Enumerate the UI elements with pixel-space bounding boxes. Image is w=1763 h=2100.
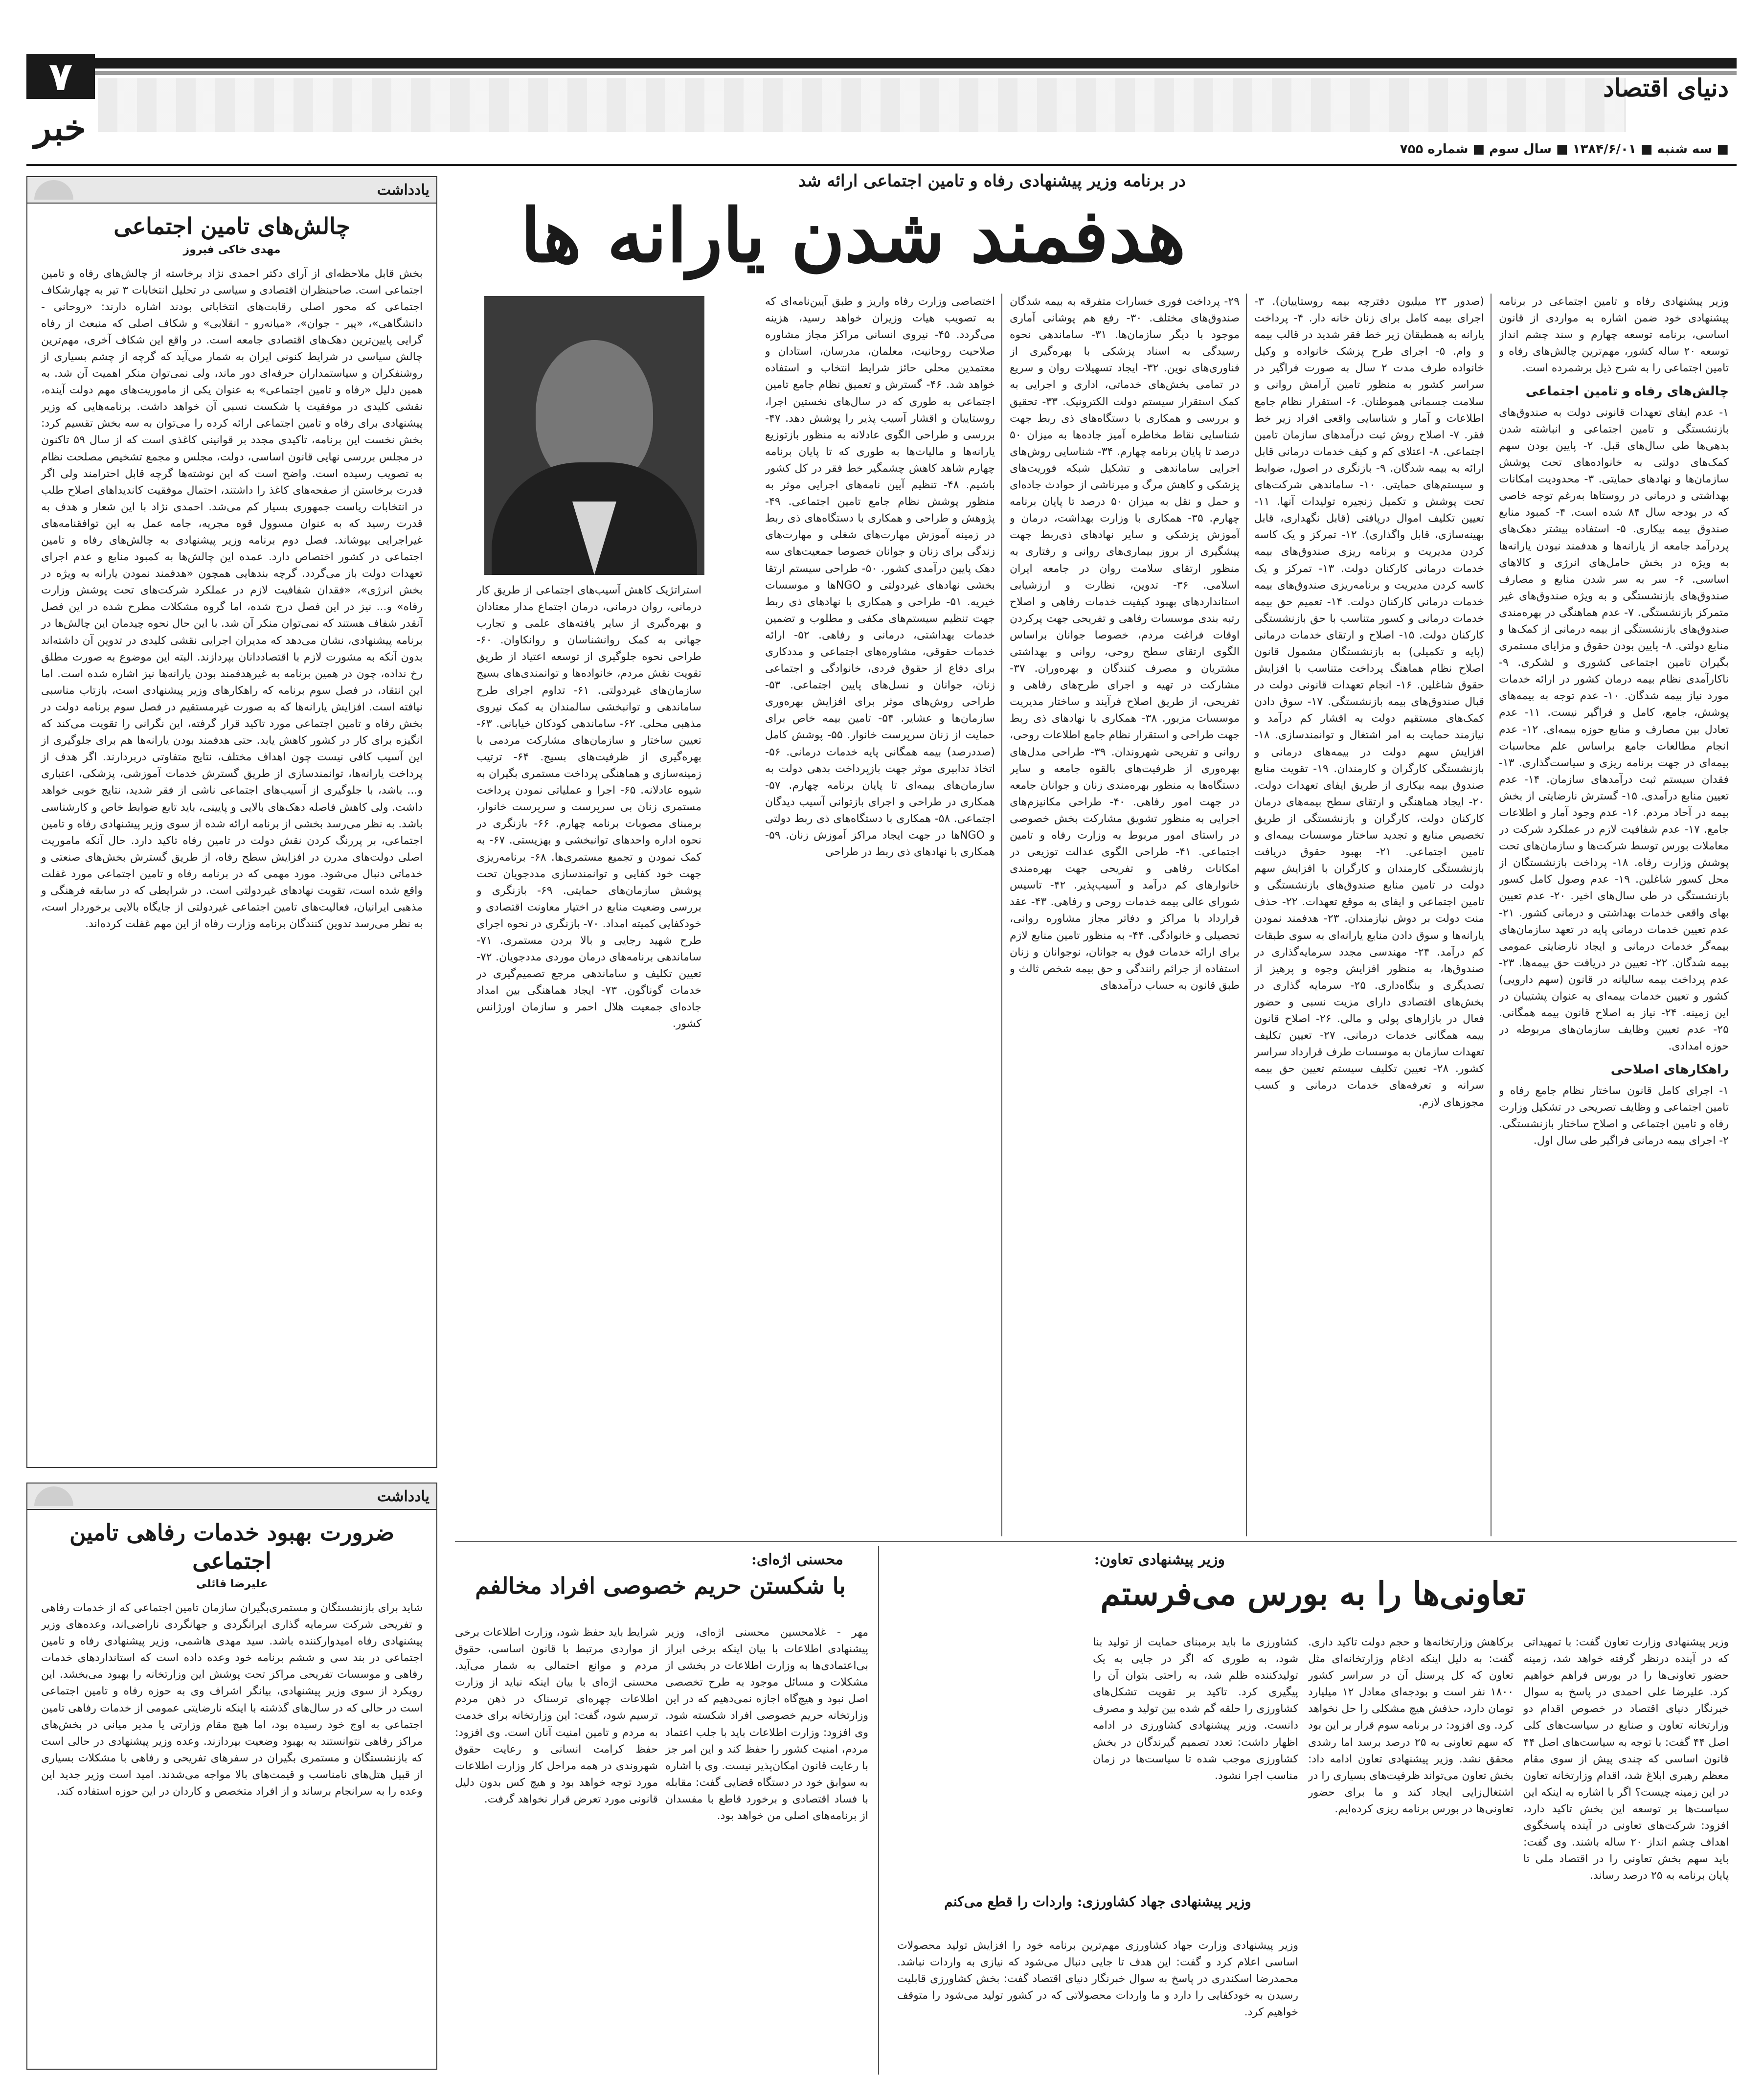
coop-headline: تعاونی‌ها را به بورس می‌فرستم — [1100, 1575, 1526, 1613]
page-number: ۷ — [26, 54, 95, 99]
note-author: مهدی خاکی فیروز — [183, 243, 281, 256]
main-column-2 — [1254, 294, 1484, 1536]
reforms-list: ۱- اجرای کامل قانون ساختار نظام جامع رفاه و تامین اجتماعی و وظایف تصریحی در تشکیل وزارت رفاه و تامین اجتماعی و اصلاح ساختار بازنشستگی. ۲- اجرای بیمه درمانی فراگیر طی سال اول. — [1499, 1084, 1729, 1147]
note-title: ضرورت بهبود خدمات رفاهی تامین اجتماعی — [69, 1519, 395, 1574]
challenges-list: ۱- عدم ایفای تعهدات قانونی دولت به صندوق‌های بازنشستگی و تامین اجتماعی و انباشته شدن بدهی‌ها طی سال‌های قبل. ۲- پایین بودن سهم کمک‌های دولتی به خانواده‌های تحت پوشش سازمان‌ها و نهادهای حمایتی. ۳- محدودیت امکانات بهداشتی و درمانی در روستاها به‌رغم توجه خاصی که در بودجه سال ۸۴ شده است. ۴- کمبود منابع صندوق بیمه بیکاری. ۵- استفاده بیشتر دهک‌های پردرآمد جامعه از یارانه‌ها و هدفمند نبودن یارانه‌ها به ویژه در بخش حامل‌های انرژی و کالاهای اساسی. ۶- سر به سر شدن منابع و مصارف صندوق‌های بازنشستگی و به ویژه صندوق‌های غیر متمرکز بازنشستگی. ۷- عدم هماهنگی در بهره‌مندی صندوق‌های بازنشستگی از بیمه درمانی از کمک‌ها و منابع دولتی. ۸- پایین بودن حقوق و مزایای مستمری بگیران تامین اجتماعی کشوری و لشکری. ۹- ناکارآمدی نظام بیمه درمان کشور در ارائه خدمات مورد نیاز بیمه شدگان. ۱۰- عدم توجه به بیمه‌های پوشش، جامع، کامل و فراگیر نیست. ۱۱- عدم تعادل بین مصارف و منابع حوزه بیمه‌ای. ۱۲- عدم انجام مطالعات جامع براساس علم محاسبات بیمه‌ای در جهت برنامه ریزی و سیاست‌گذاری. ۱۳- فقدان سیستم ثبت درآمدهای سازمان. ۱۴- عدم تعیین منابع درآمدی. ۱۵- گسترش نارضایتی از بخش بیمه در آحاد مردم. ۱۶- عدم وجود آمار و اطلاعات جامع. ۱۷- عدم شفافیت لازم در عملکرد شرکت در معاملات بورس توسط شرکت‌ها و سازمان‌های تحت پوشش وزارت رفاه. ۱۸- پرداخت بازنشستگان از محل کسور شاغلین. ۱۹- عدم وصول کامل کسور بازنشستگی در طی سال‌های اخیر. ۲۰- عدم تعیین بهای واقعی خدمات بهداشتی و درمانی کشور. ۲۱- عدم تعیین خدمات درمانی پایه در تعهد سازمان‌های بیمه‌گر خدمات درمانی و ایجاد نارضایتی عمومی بیمه شدگان. ۲۲- تعیین در دریافت حق بیمه‌ها. ۲۳- عدم پرداخت بیمه سالیانه در قانون (سهم دارویی) کشور و تعیین خدمات بیمه‌ای به عنوان پشتیبان در این زمینه. ۲۴- نیاز به اصلاح قانون بیمه همگانی. ۲۵- عدم تعیین وظایف سازمان‌های مربوطه در حوزه امدادی. — [1499, 406, 1729, 1053]
note-body — [27, 256, 436, 1460]
note-header — [27, 177, 436, 204]
coop-column-3 — [1093, 1634, 1298, 1889]
mohseni-kicker: محسنی اژه‌ای: — [751, 1551, 843, 1568]
note-header — [27, 1484, 436, 1510]
mohseni-column-1 — [665, 1624, 868, 2065]
globe-icon — [34, 180, 73, 200]
note-author: علیرضا قائلی — [196, 1578, 268, 1590]
coop-column-3-text: کشاورزی ما باید برمبنای حمایت از تولید بنا شود، به طوری که اگر در جایی به یک تولیدکننده ظلم شد، به راحتی بتوان آن را پیگیری کرد. تاکید بر تقویت تشکل‌های کشاورزی را حلقه گم شده بین تولید و مصرف دانست. وزیر پیشنهادی کشاورزی در ادامه اظهار داشت: تعدد تصمیم گیرندگان در بخش کشاورزی موجب شده تا سیاست‌ها در زمان مناسب اجرا نشود. — [1093, 1636, 1298, 1782]
brand-logo: دنیای اقتصاد — [1603, 73, 1729, 102]
note-box-1 — [26, 176, 437, 1468]
masthead-top-bar — [26, 58, 1737, 68]
coop-column-1-text: وزیر پیشنهادی وزارت تعاون گفت: با تمهیداتی که در آینده درنظر گرفته خواهد شد، زمینه حضور تعاونی‌ها را در بورس فراهم خواهیم کرد. علیرضا علی احمدی در پاسخ به سوال خبرنگار دنیای اقتصاد در خصوص اقدام دو وزارتخانه تعاون و صنایع در سیاست‌های کلی اصل ۴۴ گفت: با توجه به سیاست‌های اصل ۴۴ قانون اساسی که چندی پیش از سوی مقام معظم رهبری ابلاغ شد، اقدام وزارتخانه تعاون در این زمینه چیست؟ اگر با اشاره به اینکه این سیاست‌ها بر توسعه این بخش تاکید دارد، افزود: شرکت‌های تعاونی در آینده پاسخگوی اهداف چشم انداز ۲۰ ساله باشند. وی گفت: باید سهم بخش تعاونی را در اقتصاد ملی تا پایان برنامه به ۲۵ درصد رساند. — [1523, 1636, 1729, 1882]
column-divider — [1491, 294, 1492, 1536]
agri-column-text: وزیر پیشنهادی وزارت جهاد کشاورزی مهم‌ترین برنامه خود را افزایش تولید محصولات اساسی اعلام کرد و گفت: این هدف تا جایی دنبال می‌شود که نیازی به واردات نباشد. محمدرضا اسکندری در پاسخ به سوال خبرنگار دنیای اقتصاد گفت: بخش کشاورزی قابلیت رسیدن به خودکفایی را دارد و ما واردات محصولاتی که در کشور تولید می‌شود را متوقف خواهیم کرد. — [897, 1940, 1298, 2019]
mohseni-column-2 — [455, 1624, 658, 2065]
bottom-story-divider — [878, 1546, 879, 2075]
main-headline: هدفمند شدن یارانه ها — [520, 193, 1186, 279]
dateline: ■ سه شنبه ■ ۱۳۸۴/۶/۰۱ ■ سال سوم ■ شماره ۷۵۵ — [1400, 142, 1729, 157]
masthead-sub-bar — [93, 71, 1737, 75]
main-column-1 — [1499, 294, 1729, 1536]
coop-column-2-text: برکاهش وزارتخانه‌ها و حجم دولت تاکید داری. گفت: به دلیل اینکه ادغام وزارتخانه‌ای مثل تعاون که کل پرسنل آن در سراسر کشور ۱۸۰۰ نفر است و بودجه‌ای معادل ۱۲ میلیارد تومان دارد، حذفش هیچ مشکلی را حل نخواهد کرد. وی افزود: در برنامه سوم قرار بر این بود که سهم تعاونی به ۲۵ درصد برسد اما رشدی محقق نشد. وزیر پیشنهادی تعاون ادامه داد: بخش تعاون می‌تواند ظرفیت‌های بسیاری را در اشتغال‌زایی ایجاد کند و ما برای حضور تعاونی‌ها در بورس برنامه ریزی کرده‌ایم. — [1308, 1636, 1514, 1815]
note-label: یادداشت — [377, 1487, 429, 1505]
note-body-text: بخش قابل ملاحظه‌ای از آرای دکتر احمدی نژاد برخاسته از چالش‌های رفاه و تامین اجتماعی است. صاحبنظران اقتصادی و سیاسی در تحلیل انتخابات ۳ تیر به چهارشکاف اجتماعی که محور اصلی رقابت‌های انتخاباتی بودند اشاره دارند: «روحانی - دانشگاهی»، «پیر - جوان»، «میانه‌رو - انقلابی» و شکاف اصلی که منبعث از رفاه گرایی پایین‌ترین دهک‌های اقتصادی جامعه است. در واقع این شکاف آخری، مهم‌ترین چالش سیاسی در شرایط کنونی ایران به شمار می‌آید که گرچه از چشم بسیاری از روشنفکران و سیاستمداران حرفه‌ای دور ماند، ولی نمی‌توان منکر اهمیت آن شد. به همین دلیل «رفاه و تامین اجتماعی» به عنوان یکی از ماموریت‌های مهم دولت آینده، نقشی کلیدی در موفقیت یا شکست نسبی آن خواهد داشت. برنامه‌هایی که وزیر پیشنهادی برای رفاه و تامین اجتماعی ارائه کرده را می‌توان به سه بخش تقسیم کرد: بخش نخست این برنامه، تاکیدی مجدد بر قوانینی کاغذی است که از سال ۵۹ تاکنون در مجلس بررسی نهایی قانون اساسی، دولت، مجلس و مجمع تشخیص مصلحت نظام به تصویب رسیده است. واضح است که این نوشته‌ها گرچه قابل احترامند ولی اگر قدرت برخاستن از صفحه‌های کاغذ را داشتند، احتمال موفقیت کاندیداهای اصلاح طلب در انتخابات ریاست جمهوری بسیار کم می‌شد. احمدی نژاد با این شعار و هدف به قدرت رسید که به عنوان مسوول قوه مجریه، جامه عمل به این توافقنامه‌های غیراجرایی بپوشاند. فصل دوم برنامه وزیر پیشنهادی به چالش‌های رفاه و تامین اجتماعی در کشور اختصاص دارد. عمده این چالش‌ها به کمبود منابع و عدم اجرای تعهدات دولت باز می‌گردد. گرچه بندهایی همچون «هدفمند نمودن یارانه به ویژه در بخش انرژی»، «فقدان شفافیت لازم در عملکرد شرکت‌های تحت پوشش وزارت رفاه» و... نیز در این فصل درج شده، اما گروه مشکلات مطرح شده در این فصل آنقدر شفاف هستند که نمی‌توان منکر آن شد. با این حال نحوه چیدمان این چالش‌ها در برنامه پیشنهادی، نشان می‌دهد که مدیران اجرایی نقشی کلیدی در تدوین آن داشته‌اند بدون آنکه به مشورت لازم با اقتصاددانان بپردازند. البته این موضوع به صورت مطلق رخ نداده، چون در همین برنامه به غیرهدفمند بودن یارانه‌ها نیز اشاره شده است. اما این انتقاد، در فصل سوم برنامه که راهکارهای وزیر پیشنهادی است، بازتاب مناسبی نیافته است. افزایش یارانه‌ها که به صورت غیرمستقیم در فصل سوم برنامه دولت در بخش رفاه و تامین اجتماعی مورد تاکید قرار گرفته، این نگرانی را تقویت می‌کند که انگیزه برای کار در کشور کاهش یابد. حتی هدفمند بودن یارانه‌ها هم برای جلوگیری از این آسیب کافی نیست چون اهداف مختلف، نتایج متفاوتی دربردارند. اگر هدف از پرداخت یارانه‌ها، توانمندسازی از طریق گسترش خدمات آموزشی، پزشکی، اعتباری و... باشد، با جلوگیری از آسیب‌های اجتماعی ناشی از فقر شدید، نتایج خوبی خواهد داشت. ولی کاهش فاصله دهک‌های بالایی و پایینی، باید تابع ضوابط خاص و کارشناسی باشد. به نظر می‌رسد بخشی از برنامه ارائه شده از سوی وزیر پیشنهادی رفاه و تامین اجتماعی، بر پررنگ کردن نقش دولت در تامین رفاه تاکید دارد. حال آنکه ماموریت اصلی دولت‌های مدرن در افزایش سطح رفاه، از طریق گسترش بخش‌های صنعتی و خدماتی دنبال می‌شود. مورد مهمی که در برنامه رفاه و تامین اجتماعی مورد غفلت واقع شده است، تقویت نهادهای غیردولتی است. در شرایطی که در سابقه فرهنگی و مذهبی ایرانیان، فعالیت‌های تامین اجتماعی غیردولتی از جایگاه بالایی برخوردار است، به نظر می‌رسد تدوین کنندگان برنامه وزارت رفاه از این مهم غفلت کرده‌اند. — [41, 267, 423, 931]
main-column-2-text: (صدور ۲۳ میلیون دفترچه بیمه روستاییان). ۳- اجرای بیمه کامل برای زنان خانه دار. ۴- پرداخت یارانه به همطبقان زیر خط فقر شدید در قالب بیمه و وام. ۵- اجرای طرح پزشک خانواده و وکیل خانواده طرف مدت ۲ سال به صورت فراگیر در سراسر کشور به منظور تامین آرامش روانی و سلامت جسمانی هموطنان. ۶- استقرار نظام جامع اطلاعات و آمار و شناسایی واقعی افراد زیر خط فقر. ۷- اصلاح روش ثبت درآمدهای سازمان تامین اجتماعی. ۸- اعتلای کم و کیف خدمات درمانی قابل ارائه به بیمه شدگان. ۹- بازنگری در اصول، ضوابط و سیستم‌های حمایتی. ۱۰- ساماندهی شرکت‌های تحت پوشش و تکمیل زنجیره تولیدات آنها. ۱۱- تعیین تکلیف اموال درپافتی (قابل نگهداری، قابل بهینه‌سازی، قابل واگذاری). ۱۲- تمرکز و یک کاسه کردن مدیریت و برنامه ریزی صندوق‌های بیمه خدمات درمانی کارکنان دولت. ۱۳- تمرکز و یک کاسه کردن مدیریت و برنامه‌ریزی صندوق‌های بیمه خدمات درمانی کارکنان دولت. ۱۴- تعمیم حق بیمه خدمات درمانی و کسور متناسب با حق بازنشستگی کارکنان دولت. ۱۵- اصلاح و ارتقای خدمات درمانی (پایه و تکمیلی) به بازنشستگان مشمول قانون اصلاح نظام هماهنگ پرداخت متناسب با افزایش حقوق شاغلین. ۱۶- انجام تعهدات قانونی دولت در قبال صندوق‌های بیمه بازنشستگی. ۱۷- سوق دادن کمک‌های مستقیم دولت به اقشار کم درآمد و نیازمند حمایت به امر اشتغال و توانمندسازی. ۱۸- افزایش سهم دولت در بیمه‌های درمانی و بازنشستگی کارگران و کارمندان. ۱۹- تقویت منابع صندوق بیمه بیکاری از طریق ایفای تعهدات دولت. ۲۰- ایجاد هماهنگی و ارتقای سطح بیمه‌های درمان کارکنان دولت، کارگران و بازنشستگی از طریق تخصیص منابع و تجدید ساختار موسسات بیمه‌ای و تامین اجتماعی. ۲۱- بهبود حقوق دریافت بازنشستگی کارمندان و کارگران با افزایش سهم دولت در تامین منابع صندوق‌های بازنشستگی و تامین اجتماعی و ایفای به موقع تعهدات. ۲۲- حذف منت دولت بر دوش نیازمندان. ۲۳- هدفمند نمودن یارانه‌ها و سوق دادن منابع یارانه‌ای به سوی طبقات کم درآمد. ۲۴- مهندسی مجدد سرمایه‌گذاری در صندوق‌ها، به منظور افزایش وجوه و پرهیز از تصدیگری و بنگاه‌داری. ۲۵- سرمایه گذاری در بخش‌های اقتصادی دارای مزیت نسبی و حضور فعال در بازارهای پولی و مالی. ۲۶- اصلاح قانون بیمه همگانی خدمات درمانی. ۲۷- تعیین تکلیف تعهدات سازمان به موسسات طرف قرارداد سراسر کشور. ۲۸- تعیین تکلیف سیستم تعیین حق بیمه سرانه و تعرفه‌های خدمات درمانی و کسب مجوزهای لازم. — [1254, 296, 1484, 1109]
mohseni-column-1-text: مهر - غلامحسین محسنی اژه‌ای، وزیر پیشنهادی اطلاعات با بیان اینکه برخی ابراز بی‌اعتمادی‌ها به وزارت اطلاعات در بخشی از مشکلات و مسائل موجود به طرح تخصصی اصل نبود و هیچ‌گاه اجازه نمی‌دهیم که در این وزارتخانه حریم خصوصی افراد شکسته شود. وی افزود: وزارت اطلاعات باید با جلب اعتماد مردم، امنیت کشور را حفظ کند و این امر جز با رعایت قانون امکان‌پذیر نیست. وی با اشاره به سوابق خود در دستگاه قضایی گفت: مقابله با فساد اقتصادی و برخورد قاطع با مفسدان از برنامه‌های اصلی من خواهد بود. — [665, 1626, 868, 1823]
subhead-reforms: راهکارهای اصلاحی — [1610, 1062, 1729, 1077]
column-divider — [1246, 294, 1247, 1536]
masthead-rule — [26, 164, 1737, 166]
note-box-2 — [26, 1483, 437, 2070]
masthead-map-background — [98, 78, 1626, 132]
main-column-4-text: اختصاصی وزارت رفاه واریز و طبق آیین‌نامه‌ای که به تصویب هیات وزیران خواهد رسید، هزینه می‌گردد. ۴۵- نیروی انسانی مراکز مجاز مشاوره صلاحیت روحانیت، معلمان، مدرسان، استادان و معتمدین محلی حائز شرایط انتخاب و استفاده خواهد شد. ۴۶- گسترش و تعمیق نظام جامع تامین اجتماعی به طوری که در سال‌های نخستین اجرا، روستاییان و اقشار آسیب پذیر را پوشش دهد. ۴۷- بررسی و طراحی الگوی عادلانه به منظور بازتوزیع یارانه‌ها و مالیات‌ها به طوری که تا پایان برنامه چهارم شاهد کاهش چشمگیر خط فقر در کل کشور باشیم. ۴۸- تنظیم آیین نامه‌های اجرایی موثر به منظور پوشش نظام جامع تامین اجتماعی. ۴۹- پژوهش و طراحی و همکاری با دستگاه‌های ذی ربط در زمینه آموزش مهارت‌های شغلی و مهارت‌های زندگی برای زنان و جوانان خصوصا جمعیت‌های سه دهک پایین درآمدی کشور. ۵۰- طراحی سیستم ارتقا بخشی نهادهای غیردولتی و NGOها و موسسات خیریه. ۵۱- طراحی و همکاری با نهادهای ذی ربط جهت تنظیم سیستم‌های مکفی و مطلوب و تضمین خدمات بهداشتی، درمانی و رفاهی. ۵۲- ارائه خدمات حقوقی، مشاوره‌های اجتماعی و مددکاری برای دفاع از حقوق فردی، خانوادگی و اجتماعی زنان، جوانان و نسل‌های پایین اجتماعی. ۵۳- طراحی روش‌های موثر برای افزایش بهره‌وری سازمان‌ها و عشایر. ۵۴- تامین بیمه خاص برای حمایت از زنان سرپرست خانوار. ۵۵- پوشش کامل (صددرصد) بیمه همگانی پایه خدمات درمانی. ۵۶- اتخاذ تدابیری موثر جهت بازپرداخت بدهی دولت به سازمان‌های بیمه‌ای تا پایان برنامه چهارم. ۵۷- همکاری در طراحی و اجرای بازتوانی آسیب دیدگان اجتماعی. ۵۸- همکاری با دستگاه‌های ذی ربط دولتی و NGOها در جهت ایجاد مراکز آموزش زنان. ۵۹- همکاری با نهادهای ذی ربط در طراحی — [765, 296, 995, 859]
minister-photo — [484, 296, 704, 575]
column-divider — [1001, 294, 1002, 1536]
note-body-text: شاید برای بازنشستگان و مستمری‌بگیران سازمان تامین اجتماعی که از خدمات رفاهی و تفریحی شرکت سرمایه گذاری ایرانگردی و جهانگردی ناراضی‌اند، وعده‌های وزیر پیشنهادی رفاه امیدوارکننده باشد. سید مهدی هاشمی، وزیر پیشنهادی رفاه و تامین اجتماعی در بند سی و ششم برنامه خود وعده داده است که استانداردهای خدمات رفاهی و موسسات تفریحی مراکز تحت پوشش این وزارتخانه را بهبود می‌بخشد. این رویکرد از سوی وزیر پیشنهادی، بیانگر اشراف وی به حوزه رفاه و تامین اجتماعی است در حالی که در سال‌های گذشته با اینکه نارضایتی عمومی از خدمات رفاهی تامین اجتماعی به اوج خود رسیده بود، اما هیچ مقام وزارتی یا مدیر میانی در بخش‌های مراکز رفاهی نتوانستند به بهبود وضعیت بپردازند. وعده وزیر پیشنهادی در حالی است که بازنشستگان و مستمری بگیران در سفرهای تفریحی و رفاهی با مشکلات بسیاری از قبیل هتل‌های نامناسب و قیمت‌های بالا مواجه می‌شدند. امید است وزیر جدید این وعده را به سرانجام برساند و از افراد متخصص و کاردان در این حوزه استفاده کند. — [41, 1602, 423, 1798]
subhead-challenges: چالش‌های رفاه و تامین اجتماعی — [1525, 384, 1729, 399]
main-intro: وزیر پیشنهادی رفاه و تامین اجتماعی در برنامه پیشنهادی خود ضمن اشاره به مواردی از قانون اساسی، برنامه توسعه چهارم و سند چشم انداز توسعه ۲۰ ساله کشور، مهم‌ترین چالش‌های رفاه و تامین اجتماعی را به شرح ذیل برشمرده است. — [1499, 296, 1729, 375]
agri-column — [897, 1938, 1298, 2065]
note-label: یادداشت — [377, 181, 429, 199]
bottom-section-rule — [455, 1541, 1737, 1542]
main-column-5-text: استراتژیک کاهش آسیب‌های اجتماعی از طریق کار درمانی، روان درمانی، درمان اجتماع مدار معتادان و بهره‌گیری از سایر یافته‌های علمی و تجارب جهانی به کمک روانشناسان و روانکاوان. ۶۰- طراحی نحوه جلوگیری از توسعه اعتیاد از طریق تقویت نقش مردم، خانواده‌ها و توانمندی‌های بسیج سازمان‌های غیردولتی. ۶۱- تداوم اجرای طرح ساماندهی و توانبخشی سالمندان به کمک نیروی مذهبی محلی. ۶۲- ساماندهی کودکان خیابانی. ۶۳- تعیین ساختار و سازمان‌های مشارکت مردمی با بهره‌گیری از ظرفیت‌های بسیج. ۶۴- ترتیب زمینه‌سازی و هماهنگی پرداخت مستمری بگیران به شیوه عادلانه. ۶۵- اجرا و عملیاتی نمودن پرداخت مستمری زنان بی سرپرست و سرپرست خانوار، برمبنای مصوبات برنامه چهارم. ۶۶- بازنگری در نحوه اداره واحدهای توانبخشی و بهزیستی. ۶۷- به کمک نمودن و تجمیع مستمری‌ها. ۶۸- برنامه‌ریزی جهت خود کفایی و توانمندسازی مددجویان تحت پوشش سازمان‌های حمایتی. ۶۹- بازنگری و بررسی وضعیت منابع در اختیار معاونت اقتصادی و خودکفایی کمیته امداد. ۷۰- بازنگری در نحوه اجرای طرح شهید رجایی و بالا بردن مستمری. ۷۱- ساماندهی برنامه‌های درمان موردی مددجویان. ۷۲- تعیین تکلیف و ساماندهی مرجع تصمیم‌گیری در خدمات گوناگون. ۷۳- ایجاد هماهنگی بین امداد جاده‌ای جمعیت هلال احمر و سازمان اورژانس کشور. — [476, 584, 701, 1030]
main-column-4 — [765, 294, 995, 1536]
main-kicker: در برنامه وزیر پیشنهادی رفاه و تامین اجتماعی ارائه شد — [798, 171, 1186, 191]
coop-column-2 — [1308, 1634, 1514, 2065]
globe-icon — [34, 1486, 73, 1506]
coop-column-1 — [1523, 1634, 1729, 2065]
note-title: چالش‌های تامین اجتماعی — [113, 213, 350, 239]
section-title: خبر — [34, 107, 86, 148]
main-column-5 — [476, 582, 701, 1536]
mohseni-column-2-text: شرایط باید حفظ شود، وزارت اطلاعات برخی از مواردی مرتبط با قانون اساسی، حقوق مردم و موانع احتمالی به شمار می‌آید. محسنی اژه‌ای با بیان اینکه نباید از وزارت اطلاعات چهره‌ای ترسناک در ذهن مردم ترسیم شود، گفت: این وزارتخانه برای خدمت به مردم و تامین امنیت آنان است. وی افزود: حفظ کرامت انسانی و رعایت حقوق شهروندی در همه مراحل کار وزارت اطلاعات مورد توجه خواهد بود و هیچ کس بدون دلیل قانونی مورد تعرض قرار نخواهد گرفت. — [455, 1626, 658, 1805]
agri-subheadline: وزیر پیشنهادی جهاد کشاورزی: واردات را قطع می‌کنم — [944, 1894, 1251, 1910]
main-column-3-text: ۲۹- پرداخت فوری خسارات متفرقه به بیمه شدگان صندوق‌های مختلف. ۳۰- رفع هم پوشانی آماری موجود با دیگر سازمان‌ها. ۳۱- ساماندهی نحوه رسیدگی به اسناد پزشکی با بهره‌گیری از فناوری‌های نوین. ۳۲- ایجاد تسهیلات روان و سریع در تمامی بخش‌های خدماتی، اداری و اجرایی به کمک استقرار سیستم دولت الکترونیک. ۳۳- تحقیق و بررسی و همکاری با دستگاه‌های ذی ربط جهت شناسایی نقاط مخاطره آمیز جاده‌ها به میزان ۵۰ درصد تا پایان برنامه چهارم. ۳۴- شناسایی روش‌های اجرایی ساماندهی و تشکیل شبکه فوریت‌های پزشکی و کاهش مرگ و میرناشی از حوادث جاده‌ای و حمل و نقل به میزان ۵۰ درصد تا پایان برنامه چهارم. ۳۵- همکاری با وزارت بهداشت، درمان و آموزش پزشکی و سایر نهادهای ذی‌ربط جهت پیشگیری از بروز بیماری‌های روانی و رفتاری به منظور ارتقای سلامت روان در جامعه ایران اسلامی. ۳۶- تدوین، نظارت و ارزشیابی استانداردهای بهبود کیفیت خدمات رفاهی و اصلاح رتبه بندی موسسات رفاهی و تفریحی جهت پرکردن اوقات فراغت مردم، خصوصا جوانان براساس الگوی ارتقای سطح روحی، روانی و بهداشتی مشتریان و مصرف کنندگان و بهره‌وران. ۳۷- مشارکت در تهیه و اجرای طرح‌های رفاهی و تفریحی، از طریق اصلاح فرآیند و ساختار مدیریت موسسات مزبور. ۳۸- همکاری با نهادهای ذی ربط جهت طراحی و استقرار نظام جامع اطلاعات روحی، روانی و تفریحی شهروندان. ۳۹- طراحی مدل‌های بهره‌وری از ظرفیت‌های بالقوه جامعه و سایر دستگاه‌ها به منظور بهره‌مندی زنان و جوانان جامعه در جهت امور رفاهی. ۴۰- طراحی مکانیزم‌های اجرایی به منظور تشویق مشارکت بخش خصوصی در راستای امور مربوط به وزارت رفاه و تامین اجتماعی. ۴۱- طراحی الگوی عدالت توزیعی در امکانات رفاهی و تفریحی جهت بهره‌مندی خانوارهای کم درآمد و آسیب‌پذیر. ۴۲- تاسیس شورای عالی بیمه خدمات روحی و رفاهی. ۴۳- عقد قرارداد با مراکز و دفاتر مجاز مشاوره روانی، تحصیلی و خانوادگی. ۴۴- به منظور تامین منابع لازم برای ارائه خدمات فوق به جوانان، نوجوانان و زنان استفاده از جرائم رانندگی و حق بیمه شخص ثالث و طبق قانون به حساب درآمدهای — [1010, 296, 1240, 992]
coop-kicker: وزیر پیشنهادی تعاون: — [1094, 1551, 1225, 1568]
note-body — [27, 1590, 436, 2050]
mohseni-headline: با شکستن حریم خصوصی افراد مخالفم — [475, 1573, 846, 1599]
main-column-3 — [1010, 294, 1240, 1536]
